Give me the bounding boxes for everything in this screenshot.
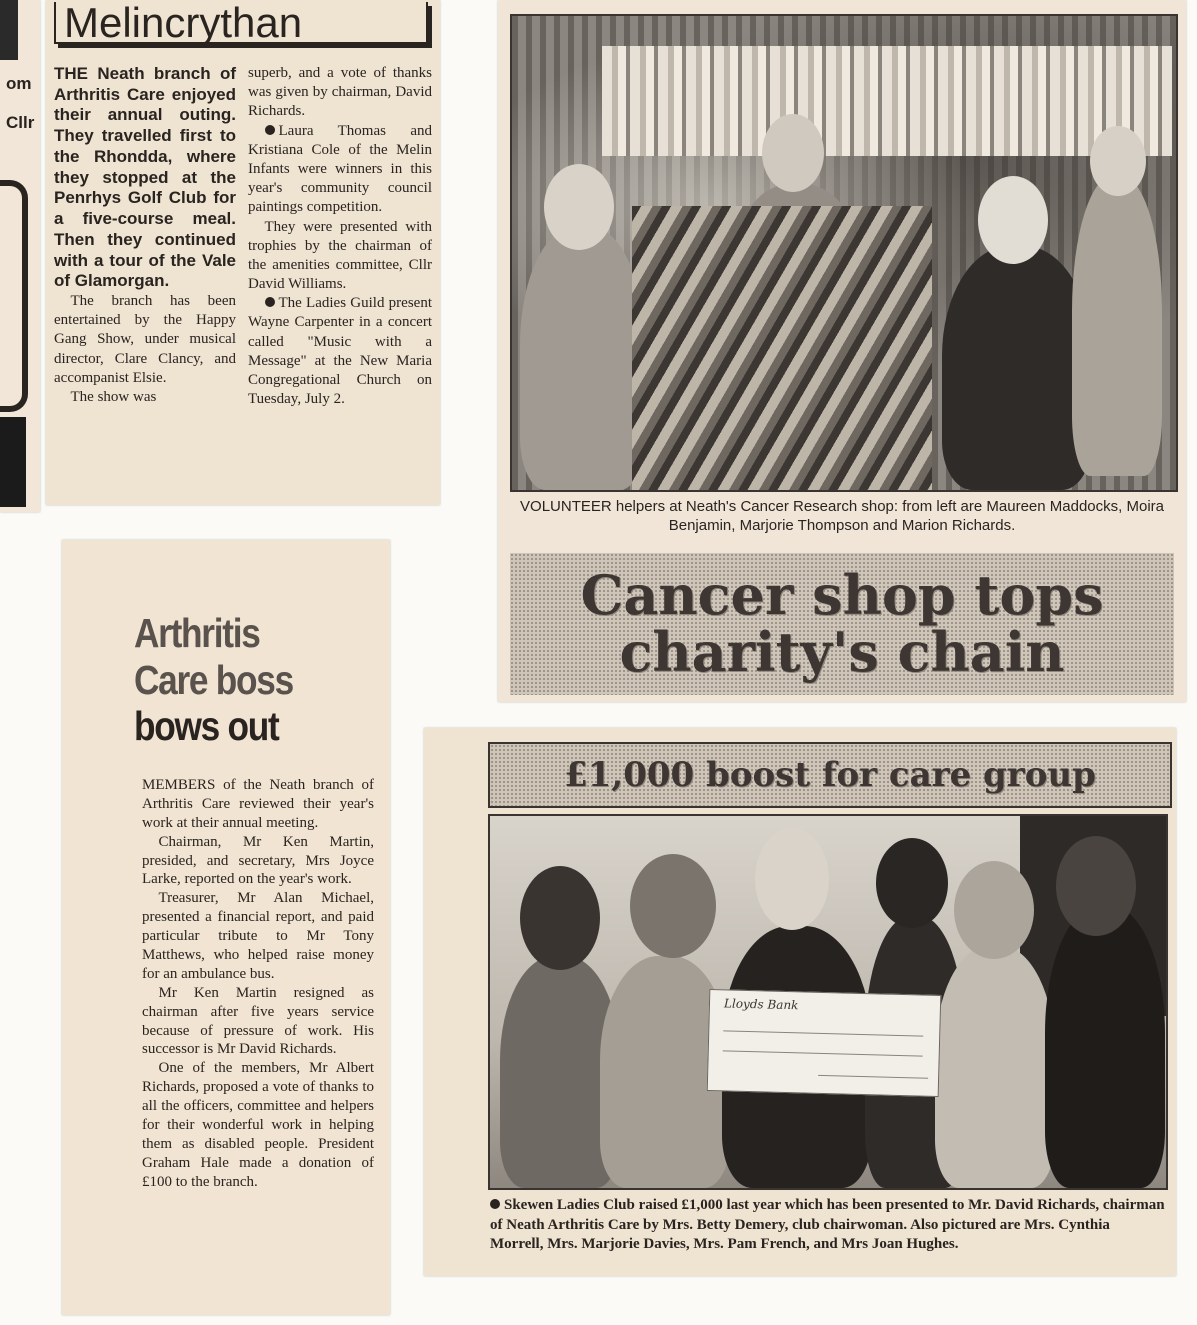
cheque-line-1 bbox=[723, 1030, 923, 1036]
volunteer-head-1 bbox=[544, 164, 614, 250]
volunteer-head-2 bbox=[762, 114, 824, 192]
edge-fragment-clipping bbox=[0, 0, 40, 512]
group-figure-6 bbox=[1045, 906, 1165, 1188]
melincrythan-paragraph-3: The show was bbox=[70, 389, 157, 406]
edge-dark-block-top bbox=[0, 0, 18, 60]
boss-paragraph-3: Treasurer, Mr Alan Michael, presented a financial report, and paid particular tribute to Mr Tony Matthews, who helped raise money for an ambulance bus. bbox=[142, 890, 374, 982]
bullet-icon bbox=[490, 1199, 500, 1209]
cheque-line-2 bbox=[723, 1050, 923, 1056]
boost-photo-caption bbox=[490, 1196, 1166, 1255]
bullet-icon bbox=[265, 297, 275, 307]
volunteers-photo bbox=[510, 14, 1178, 492]
cheque bbox=[707, 989, 942, 1097]
melincrythan-paragraph-2: The branch has been entertained by the Happy Gang Show, under musical director, Clare Clancy, and accompanist Elsie. bbox=[54, 293, 236, 386]
group-head-3 bbox=[755, 828, 829, 930]
boss-headline bbox=[134, 610, 332, 750]
volunteer-head-4 bbox=[1090, 126, 1146, 196]
melincrythan-heading-box bbox=[54, 2, 428, 44]
melincrythan-column-2 bbox=[248, 64, 432, 409]
boss-paragraph-2: Chairman, Mr Ken Martin, presided, and secretary, Mrs Joyce Larke, reported on the year's work. bbox=[142, 833, 374, 888]
cheque-bank-name: Lloyds Bank bbox=[723, 996, 799, 1013]
clothes-rack-top bbox=[602, 46, 1172, 156]
group-figure-5 bbox=[935, 946, 1055, 1188]
care-group-boost-clipping bbox=[424, 728, 1176, 1276]
melincrythan-col2-paragraph-1: superb, and a vote of thanks was given by chairman, David Richards. bbox=[248, 65, 432, 120]
boss-headline-line-1: Arthritis bbox=[134, 610, 260, 656]
arthritis-boss-clipping bbox=[62, 540, 390, 1315]
boss-paragraph-4: Mr Ken Martin resigned as chairman after five years service because of pressure of work. His successor is Mr David Richards. bbox=[142, 984, 374, 1058]
volunteer-figure-1 bbox=[520, 226, 645, 490]
volunteer-figure-4 bbox=[1072, 176, 1162, 476]
edge-fragment-text-1: om bbox=[6, 74, 32, 93]
group-head-5 bbox=[954, 861, 1034, 959]
edge-dark-block bbox=[0, 417, 26, 507]
melincrythan-lead-paragraph: THE Neath branch of Arthritis Care enjoyed their annual outing. They travelled first to the Rhondda, where they stopped at the Penrhys Golf Club for a five-course meal. Then they continued with a tour of the Vale of Glamorgan. bbox=[54, 64, 236, 291]
group-head-2 bbox=[630, 854, 716, 958]
melincrythan-column-1 bbox=[54, 64, 236, 407]
melincrythan-col2-paragraph-4: The Ladies Guild present Wayne Carpenter in a concert called "Music with a Message" at the New Maria Congregational Church on Tuesday, July 2. bbox=[248, 295, 432, 408]
group-head-1 bbox=[520, 866, 600, 970]
cancer-headline-line-1: Cancer shop tops bbox=[580, 563, 1104, 628]
boss-headline-line-3: bows out bbox=[134, 703, 279, 750]
boss-article-body bbox=[142, 776, 374, 1192]
garment-rack bbox=[632, 206, 932, 490]
cheque-line-3 bbox=[818, 1075, 928, 1079]
volunteer-figure-3 bbox=[942, 246, 1092, 490]
boost-caption-text: Skewen Ladies Club raised £1,000 last year which has been presented to Mr. David Richards, chairman of Neath Arthritis Care by Mrs. Betty Demery, club chairwoman. Also pictured are Mrs. Cynthia Morrell, Mrs. Marjorie Davies, Mrs. Pam French, and Mrs Joan Hughes. bbox=[490, 1197, 1165, 1252]
edge-big-glyph bbox=[0, 180, 28, 412]
cheque-presentation-photo bbox=[488, 814, 1168, 1190]
boss-paragraph-5: One of the members, Mr Albert Richards, proposed a vote of thanks to all the officers, committee and helpers for their wonderful work in helping them as disabled people. President Graham Hale made a donation of £100 to the branch. bbox=[142, 1060, 374, 1190]
cancer-shop-clipping bbox=[498, 0, 1186, 702]
boost-headline: £1,000 boost for care group bbox=[488, 742, 1172, 808]
boss-paragraph-1: MEMBERS of the Neath branch of Arthritis Care reviewed their year's work at their annual meeting. bbox=[142, 777, 374, 831]
melincrythan-heading: Melincrythan bbox=[64, 0, 303, 46]
group-head-6 bbox=[1056, 836, 1136, 936]
cancer-photo-caption: VOLUNTEER helpers at Neath's Cancer Research shop: from left are Maureen Maddocks, Moira Benjamin, Marjorie Thompson and Marion Richards. bbox=[520, 498, 1164, 535]
cancer-headline-line-2: charity's chain bbox=[619, 620, 1065, 684]
volunteer-head-3 bbox=[978, 176, 1048, 264]
edge-fragment-text-2: Cllr bbox=[6, 113, 35, 132]
melincrythan-col2-paragraph-3: They were presented with trophies by the chairman of the amenities committee, Cllr David Williams. bbox=[248, 218, 432, 293]
boss-headline-line-2: Care boss bbox=[134, 656, 293, 703]
melincrythan-clipping bbox=[46, 0, 440, 505]
group-head-4 bbox=[876, 838, 948, 928]
melincrythan-col2-paragraph-2: Laura Thomas and Kristiana Cole of the Melin Infants were winners in this year's community council paintings competition. bbox=[248, 122, 432, 216]
bullet-icon bbox=[265, 125, 275, 135]
cancer-headline bbox=[510, 553, 1174, 695]
